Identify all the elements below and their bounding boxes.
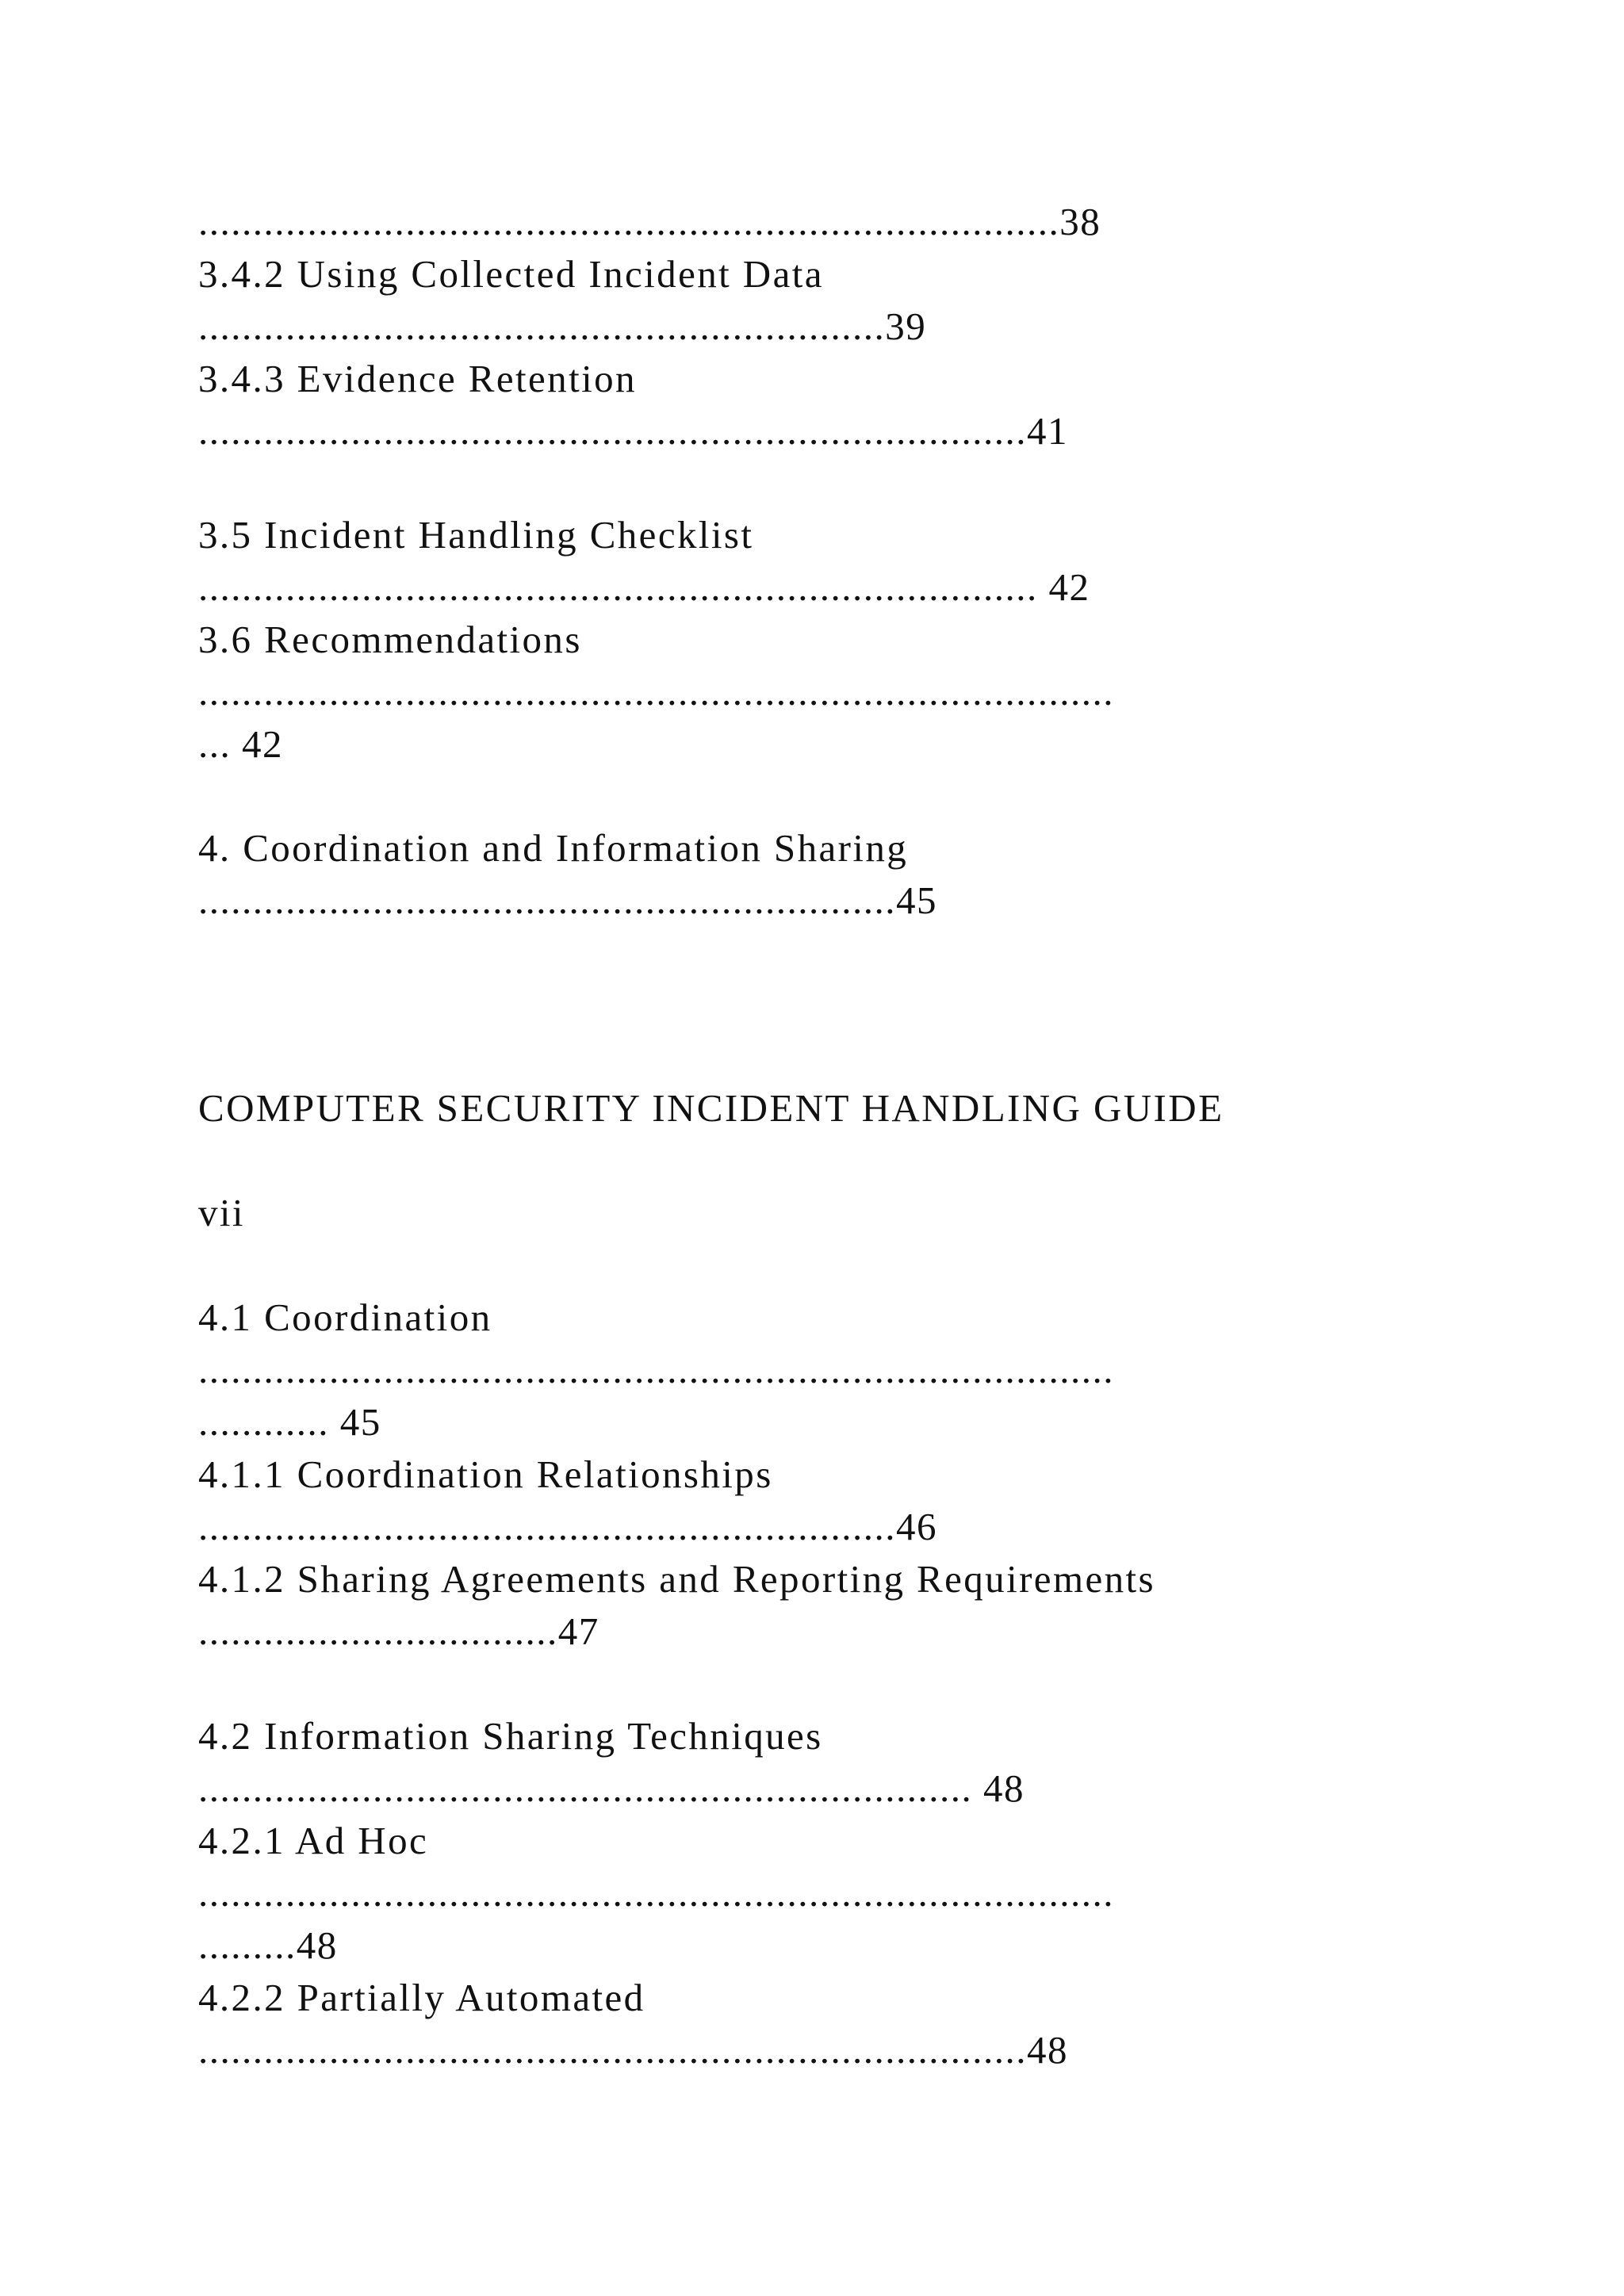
toc-entry-3-4-2: 3.4.2 Using Collected Incident Data bbox=[198, 252, 824, 296]
toc-leader-4-2-2: ............................................................................48 bbox=[198, 2028, 1068, 2072]
toc-entry-4: 4. Coordination and Information Sharing bbox=[198, 826, 909, 870]
toc-leader-4-2: ....................................................................... 48 bbox=[198, 1766, 1025, 1810]
toc-leader-4: ................................................................45 bbox=[198, 878, 937, 922]
toc-entry-4-2-1: 4.2.1 Ad Hoc bbox=[198, 1819, 429, 1862]
toc-entry-3-4-3: 3.4.3 Evidence Retention bbox=[198, 357, 637, 400]
toc-leader-4-1-1: ................................................................46 bbox=[198, 1505, 937, 1548]
running-header: COMPUTER SECURITY INCIDENT HANDLING GUIDE bbox=[198, 1086, 1224, 1130]
toc-leader-3-4-2: ...............................................................39 bbox=[198, 304, 927, 348]
toc-entry-3-5: 3.5 Incident Handling Checklist bbox=[198, 513, 754, 557]
toc-leader-3-6-page: ... 42 bbox=[198, 722, 283, 766]
toc-entry-4-1-1: 4.1.1 Coordination Relationships bbox=[198, 1452, 773, 1496]
toc-leader-3-4-3: ............................................................................41 bbox=[198, 409, 1068, 453]
toc-leader-4-1-page: ............ 45 bbox=[198, 1400, 381, 1444]
toc-leader-3-6: .................................................................................... bbox=[198, 670, 1114, 714]
toc-leader-3-4-1: ...............................................................................38 bbox=[198, 200, 1101, 243]
toc-entry-3-6: 3.6 Recommendations bbox=[198, 618, 582, 661]
page-number: vii bbox=[198, 1191, 245, 1234]
toc-entry-4-2-2: 4.2.2 Partially Automated bbox=[198, 1976, 645, 2019]
toc-entry-4-1-2: 4.1.2 Sharing Agreements and Reporting Requirements bbox=[198, 1557, 1156, 1601]
toc-leader-4-2-1: .................................................................................... bbox=[198, 1871, 1114, 1915]
toc-leader-4-2-1-page: .........48 bbox=[198, 1923, 338, 1967]
toc-leader-4-1: .................................................................................... bbox=[198, 1348, 1114, 1391]
toc-entry-4-2: 4.2 Information Sharing Techniques bbox=[198, 1714, 823, 1758]
toc-entry-4-1: 4.1 Coordination bbox=[198, 1295, 492, 1339]
toc-leader-4-1-2: .................................47 bbox=[198, 1609, 599, 1653]
toc-leader-3-5: ............................................................................. 42 bbox=[198, 565, 1090, 609]
